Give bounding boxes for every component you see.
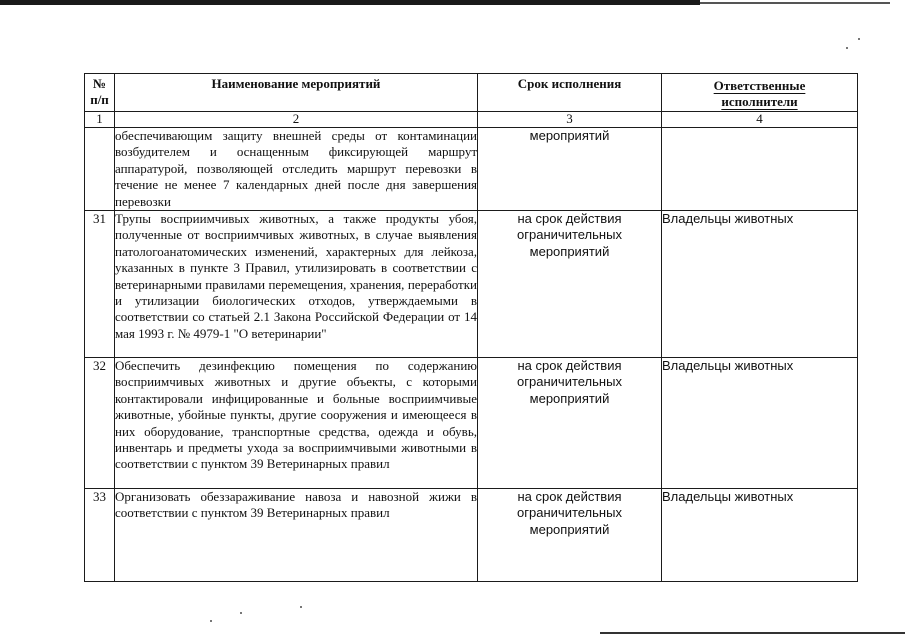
column-number: 1 (85, 112, 115, 128)
responsible-text: Владельцы животных (662, 358, 858, 489)
measure-text: Трупы восприимчивых животных, а также продукты убоя, полученные от восприимчивых животных, в случае выявления патологоанатомических изменений, характерных для лейкоза, указанных в пункте 3 Правил, утилизировать в соответствии с ветеринарными правилами перемещения, хранения, переработки и утилизации биологических отходов, утверждаемыми в соответствии со статьей 2.1 Закона Российской Федерации от 14 мая 1993 г. № 4979-1 "О ветеринарии" (115, 211, 478, 358)
responsible-text (662, 128, 858, 211)
column-number: 4 (662, 112, 858, 128)
scan-speck (210, 620, 212, 622)
term-text: на срок действия ограничительных мероприятий (478, 358, 662, 489)
measures-table (84, 73, 858, 582)
table-row (85, 211, 858, 358)
scan-speck (240, 612, 242, 614)
header-name-label: Наименование мероприятий (211, 76, 381, 91)
scan-edge-line (700, 2, 890, 4)
measure-text: Обеспечить дезинфекцию помещения по содержанию восприимчивых животных и другие объекты, с которыми контактировали инфицированные и больные восприимчивые животные, убойные пункты, другие сооружения и имеющееся в них оборудование, транспортные средства, одежда и обувь, инвентарь и предметы ухода за восприимчивыми животными в соответствии с пунктом 39 Ветеринарных правил (115, 358, 478, 489)
table-row (85, 128, 858, 211)
table-header-row (85, 74, 858, 112)
measure-text: Организовать обеззараживание навоза и навозной жижи в соответствии с пунктом 39 Ветеринарных правил (115, 489, 478, 582)
column-number: 2 (115, 112, 478, 128)
header-term-label: Срок исполнения (517, 76, 622, 91)
responsible-text: Владельцы животных (662, 211, 858, 358)
column-number-row (85, 112, 858, 128)
header-name (115, 74, 478, 112)
scan-edge-line (600, 632, 905, 634)
row-number (85, 128, 115, 211)
responsible-text: Владельцы животных (662, 489, 858, 582)
column-number: 3 (478, 112, 662, 128)
scan-edge-line (0, 0, 700, 5)
scan-speck (300, 606, 302, 608)
header-number-label: № п/п (90, 76, 109, 108)
row-number: 32 (85, 358, 115, 489)
row-number: 33 (85, 489, 115, 582)
term-text: на срок действия ограничительных мероприятий (478, 211, 662, 358)
term-text: на срок действия ограничительных мероприятий (478, 489, 662, 582)
scan-speck (846, 47, 848, 49)
table-row (85, 358, 858, 489)
table-row (85, 489, 858, 582)
header-term (478, 74, 662, 112)
header-number (85, 74, 115, 112)
header-responsible-label: Ответственные исполнители (713, 78, 806, 110)
measure-text: обеспечивающим защиту внешней среды от контаминации возбудителем и оснащенным фиксирующей маршрут аппаратурой, позволяющей отследить маршрут перевозки в течение не менее 7 календарных дней после дня завершения перевозки (115, 128, 477, 209)
scan-speck (858, 38, 860, 40)
term-text: мероприятий (478, 128, 662, 211)
header-responsible (662, 74, 858, 112)
row-number: 31 (85, 211, 115, 358)
